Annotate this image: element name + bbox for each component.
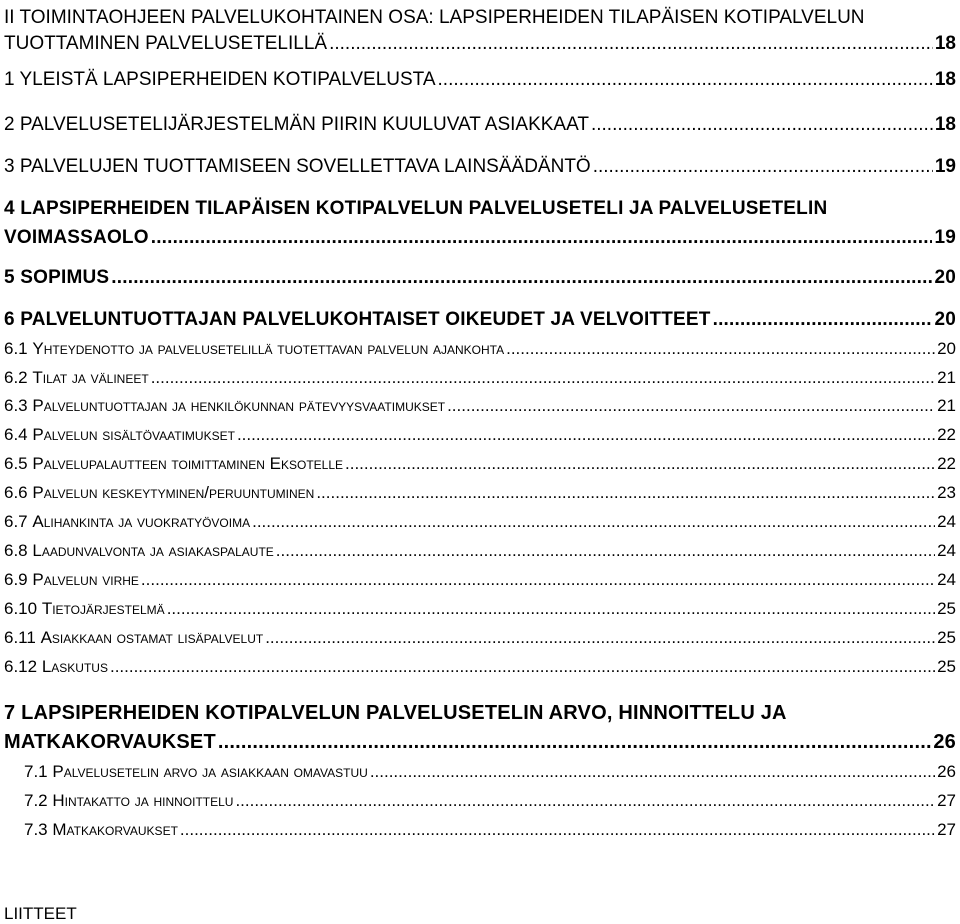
toc-subentry-number: 7.1 xyxy=(24,762,48,781)
toc-subentry-title: Alihankinta ja vuokratyövoima xyxy=(32,512,251,531)
toc-subentry-7-2[interactable] xyxy=(24,792,956,809)
toc-subentry-6-10[interactable] xyxy=(4,600,956,617)
toc-subentry-number: 6.12 xyxy=(4,657,38,676)
toc-page-number: 24 xyxy=(937,541,956,560)
toc-page-number: 27 xyxy=(937,820,956,839)
toc-subentry-6-6[interactable] xyxy=(4,484,956,501)
toc-subentry-number: 6.10 xyxy=(4,599,38,618)
toc-subentry-title: Hintakatto ja hinnoittelu xyxy=(52,791,234,810)
toc-leader-dots xyxy=(506,340,935,357)
toc-leader-dots xyxy=(167,600,935,617)
toc-part2-line2: TUOTTAMINEN PALVELUSETELILLÄ xyxy=(4,33,328,54)
toc-leader-dots xyxy=(276,542,935,559)
toc-entry-s7[interactable] xyxy=(4,732,956,752)
toc-subentry-title: Palvelun keskeytyminen/peruuntuminen xyxy=(32,483,315,502)
toc-entry-title: 6 PALVELUNTUOTTAJAN PALVELUKOHTAISET OIKEUDET JA VELVOITTEET xyxy=(4,309,711,330)
toc-subentry-title: Matkakorvaukset xyxy=(52,820,178,839)
toc-entry-title: 3 PALVELUJEN TUOTTAMISEEN SOVELLETTAVA LAINSÄÄDÄNTÖ xyxy=(4,156,591,177)
toc-s4-line2: VOIMASSAOLO xyxy=(4,227,149,248)
toc-subentry-title: Palvelupalautteen toimittaminen Eksotelle xyxy=(32,454,344,473)
toc-leader-dots xyxy=(218,732,931,752)
toc-subentry-6-8[interactable] xyxy=(4,542,956,559)
toc-subentry-number: 6.9 xyxy=(4,570,28,589)
toc-subentry-6-7[interactable] xyxy=(4,513,956,530)
toc-subentry-6-1[interactable] xyxy=(4,340,956,357)
toc-subentry-number: 6.7 xyxy=(4,512,28,531)
toc-leader-dots xyxy=(265,629,935,646)
toc-entry-s3[interactable] xyxy=(4,157,956,176)
toc-subentry-6-3[interactable] xyxy=(4,397,956,414)
toc-subentry-number: 6.2 xyxy=(4,368,28,387)
toc-page-number: 25 xyxy=(937,628,956,647)
toc-page-number: 18 xyxy=(934,114,956,135)
toc-subentry-number: 6.4 xyxy=(4,425,28,444)
toc-page-number: 18 xyxy=(934,33,956,54)
toc-entry-title: 5 SOPIMUS xyxy=(4,267,110,288)
toc-leader-dots xyxy=(110,658,935,675)
toc-subentry-6-9[interactable] xyxy=(4,571,956,588)
toc-entry-s2[interactable] xyxy=(4,115,956,134)
toc-subentry-6-5[interactable] xyxy=(4,455,956,472)
toc-leader-dots xyxy=(252,513,935,530)
toc-entry-part2[interactable] xyxy=(4,34,956,53)
toc-page-number: 20 xyxy=(934,309,956,330)
toc-page-number: 27 xyxy=(937,791,956,810)
toc-subentry-title: Palvelun sisältövaatimukset xyxy=(32,425,235,444)
toc-subentry-6-11[interactable] xyxy=(4,629,956,646)
toc-subentry-6-12[interactable] xyxy=(4,658,956,675)
toc-page-number: 24 xyxy=(937,512,956,531)
toc-entry-s6[interactable] xyxy=(4,310,956,329)
toc-subentry-number: 6.8 xyxy=(4,541,28,560)
toc-leader-dots xyxy=(447,397,935,414)
toc-leader-dots xyxy=(151,369,935,386)
toc-leader-dots xyxy=(235,792,935,809)
toc-subentry-number: 6.5 xyxy=(4,454,28,473)
toc-leader-dots xyxy=(316,484,935,501)
toc-page-number: 26 xyxy=(937,762,956,781)
toc-page-number: 26 xyxy=(933,731,956,753)
toc-page-number: 25 xyxy=(937,657,956,676)
toc-subentry-title: Asiakkaan ostamat lisäpalvelut xyxy=(40,628,264,647)
toc-subentry-number: 6.6 xyxy=(4,483,28,502)
toc-page-number: 19 xyxy=(934,227,956,248)
toc-page-number: 22 xyxy=(937,425,956,444)
toc-s4-line1: 4 LAPSIPERHEIDEN TILAPÄISEN KOTIPALVELUN PALVELUSETELI JA PALVELUSETELIN xyxy=(4,198,828,219)
appendix-title: LIITTEET xyxy=(4,904,77,923)
toc-subentry-number: 7.3 xyxy=(24,820,48,839)
toc-subentry-title: Tilat ja välineet xyxy=(32,368,149,387)
toc-subentry-7-3[interactable] xyxy=(24,821,956,838)
toc-page-number: 22 xyxy=(937,454,956,473)
toc-leader-dots xyxy=(111,268,932,287)
toc-leader-dots xyxy=(370,763,935,780)
toc-page-number: 21 xyxy=(937,368,956,387)
toc-leader-dots xyxy=(593,157,933,176)
toc-page-number: 25 xyxy=(937,599,956,618)
toc-s7-line1: 7 LAPSIPERHEIDEN KOTIPALVELUN PALVELUSETELIN ARVO, HINNOITTELU JA xyxy=(4,702,787,724)
toc-leader-dots xyxy=(151,228,933,247)
toc-subentry-title: Yhteydenotto ja palvelusetelillä tuotettavan palvelun ajankohta xyxy=(32,339,505,358)
toc-subentry-title: Laskutus xyxy=(41,657,108,676)
toc-page-number: 20 xyxy=(934,267,956,288)
toc-entry-title: 2 PALVELUSETELIJÄRJESTELMÄN PIIRIN KUULUVAT ASIAKKAAT xyxy=(4,114,589,135)
toc-subentry-title: Palveluntuottajan ja henkilökunnan pätevyysvaatimukset xyxy=(32,396,446,415)
toc-entry-s5[interactable] xyxy=(4,268,956,287)
toc-page-number: 24 xyxy=(937,570,956,589)
toc-entry-title: 1 YLEISTÄ LAPSIPERHEIDEN KOTIPALVELUSTA xyxy=(4,69,436,90)
toc-subentry-7-1[interactable] xyxy=(24,763,956,780)
toc-subentry-title: Palvelun virhe xyxy=(32,570,139,589)
toc-subentry-number: 7.2 xyxy=(24,791,48,810)
toc-leader-dots xyxy=(591,115,933,134)
toc-entry-s4[interactable] xyxy=(4,228,956,247)
toc-subentry-number: 6.11 xyxy=(4,628,36,647)
toc-page-number: 19 xyxy=(934,156,956,177)
toc-subentry-6-4[interactable] xyxy=(4,426,956,443)
toc-leader-dots xyxy=(141,571,935,588)
toc-subentry-title: Tietojärjestelmä xyxy=(41,599,165,618)
toc-subentry-number: 6.1 xyxy=(4,339,28,358)
toc-page-number: 18 xyxy=(934,69,956,90)
toc-page-number: 23 xyxy=(937,483,956,502)
toc-leader-dots xyxy=(345,455,935,472)
toc-subentry-title: Palvelusetelin arvo ja asiakkaan omavastuu xyxy=(52,762,368,781)
toc-leader-dots xyxy=(180,821,935,838)
toc-subentry-number: 6.3 xyxy=(4,396,28,415)
toc-subentry-title: Laadunvalvonta ja asiakaspalaute xyxy=(32,541,274,560)
toc-leader-dots xyxy=(237,426,935,443)
toc-leader-dots xyxy=(713,310,933,329)
toc-leader-dots xyxy=(438,70,933,89)
toc-s7-line2: MATKAKORVAUKSET xyxy=(4,731,216,753)
toc-page-number: 21 xyxy=(937,396,956,415)
toc-part2-line1: II TOIMINTAOHJEEN PALVELUKOHTAINEN OSA: LAPSIPERHEIDEN TILAPÄISEN KOTIPALVELUN xyxy=(4,7,865,28)
toc-page-number: 20 xyxy=(937,339,956,358)
toc-subentry-6-2[interactable] xyxy=(4,369,956,386)
toc-leader-dots xyxy=(329,34,933,53)
toc-entry-s1[interactable] xyxy=(4,70,956,89)
